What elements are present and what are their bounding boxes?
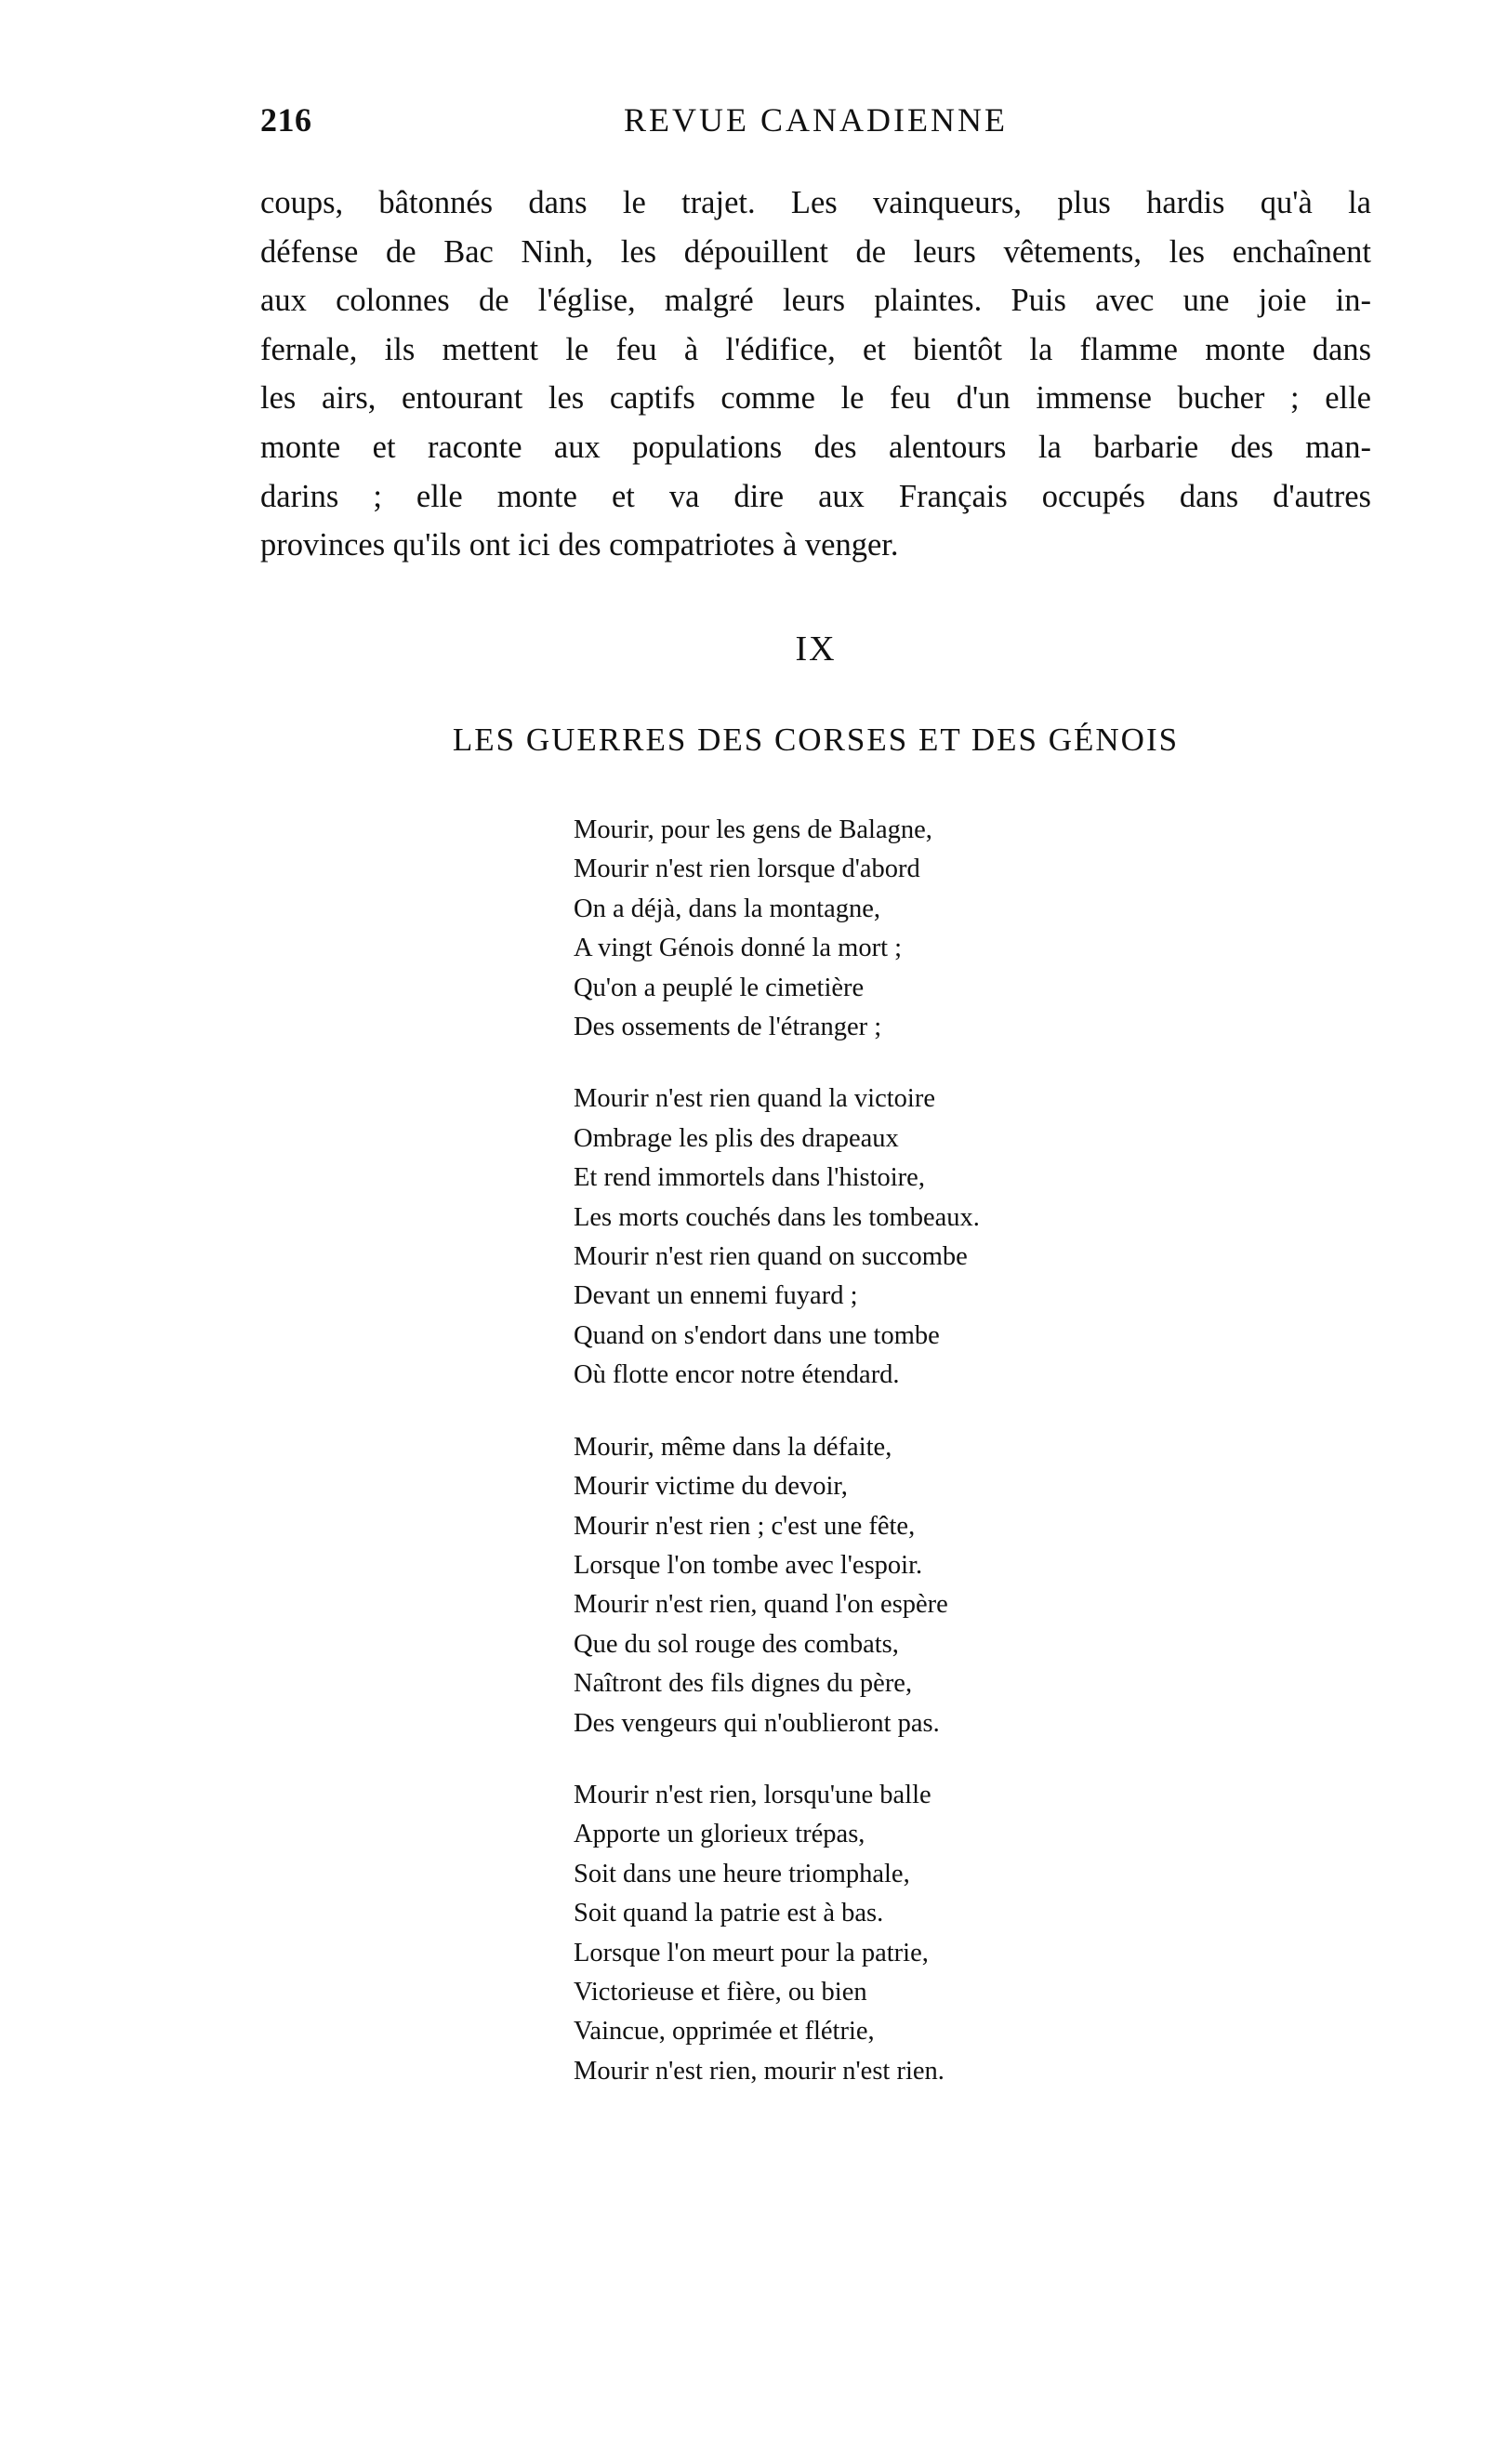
- poem-line: Que du sol rouge des combats,: [574, 1629, 899, 1659]
- poem-line: Mourir n'est rien quand la victoire: [574, 1084, 935, 1114]
- poem-line: Qu'on a peuplé le cimetière: [574, 973, 865, 1002]
- poem-line: Où flotte encor notre étendard.: [574, 1360, 900, 1390]
- poem-line: Mourir n'est rien, mourir n'est rien.: [574, 2056, 945, 2086]
- prose-line: darins ; elle monte et va dire aux Français occupés dans d'autres: [260, 478, 1371, 514]
- poem-line: Devant un ennemi fuyard ;: [574, 1281, 858, 1311]
- poem-line: Mourir, pour les gens de Balagne,: [574, 815, 932, 844]
- prose-paragraph: [260, 179, 1371, 570]
- poem-line: Soit dans une heure triomphale,: [574, 1859, 910, 1888]
- poem-line: Mourir n'est rien, lorsqu'une balle: [574, 1780, 931, 1809]
- poem-line: Quand on s'endort dans une tombe: [574, 1320, 940, 1350]
- poem-line: Les morts couchés dans les tombeaux.: [574, 1202, 980, 1232]
- poem-stanza: [574, 1428, 1224, 1743]
- poem-line: Victorieuse et fière, ou bien: [574, 1977, 867, 2007]
- poem-line: Lorsque l'on meurt pour la patrie,: [574, 1938, 929, 1967]
- prose-line: monte et raconte aux populations des alentours la barbarie des man-: [260, 429, 1371, 465]
- poem-line: A vingt Génois donné la mort ;: [574, 934, 903, 963]
- section-title: LES GUERRES DES CORSES ET DES GÉNOIS: [452, 722, 1180, 758]
- poem: [574, 811, 1224, 2124]
- prose-line: fernale, ils mettent le feu à l'édifice, et bientôt la flamme monte dans: [260, 331, 1371, 367]
- prose-line: coups, bâtonnés dans le trajet. Les vainqueurs, plus hardis qu'à la: [260, 185, 1371, 220]
- poem-line: Mourir, même dans la défaite,: [574, 1432, 892, 1462]
- prose-line: aux colonnes de l'église, malgré leurs plaintes. Puis avec une joie in-: [260, 283, 1371, 319]
- prose-line: les airs, entourant les captifs comme le feu d'un immense bucher ; elle: [260, 380, 1371, 417]
- prose-line: provinces qu'ils ont ici des compatriotes à venger.: [260, 527, 899, 563]
- poem-line: Mourir victime du devoir,: [574, 1472, 848, 1502]
- prose-line: défense de Bac Ninh, les dépouillent de leurs vêtements, les enchaînent: [260, 233, 1371, 270]
- poem-line: Soit quand la patrie est à bas.: [574, 1899, 884, 1928]
- poem-line: Mourir n'est rien, quand l'on espère: [574, 1590, 948, 1620]
- poem-line: Naîtront des fils dignes du père,: [574, 1669, 913, 1699]
- page-number: 216: [260, 101, 312, 139]
- poem-line: Mourir n'est rien ; c'est une fête,: [574, 1511, 916, 1541]
- poem-line: Apporte un glorieux trépas,: [574, 1820, 865, 1849]
- poem-stanza: [574, 1776, 1224, 2091]
- journal-title: REVUE CANADIENNE: [624, 101, 1008, 139]
- poem-line: Mourir n'est rien quand on succombe: [574, 1242, 968, 1272]
- section-number: IX: [795, 629, 837, 669]
- poem-stanza: [574, 811, 1224, 1047]
- poem-line: Lorsque l'on tombe avec l'espoir.: [574, 1550, 923, 1580]
- poem-stanza: [574, 1080, 1224, 1395]
- poem-line: Des vengeurs qui n'oublieront pas.: [574, 1708, 940, 1738]
- running-head: [260, 100, 1371, 156]
- poem-line: Et rend immortels dans l'histoire,: [574, 1163, 925, 1193]
- poem-line: Ombrage les plis des drapeaux: [574, 1123, 899, 1153]
- poem-line: Des ossements de l'étranger ;: [574, 1013, 882, 1042]
- poem-line: Vaincue, opprimée et flétrie,: [574, 2017, 875, 2047]
- poem-line: On a déjà, dans la montagne,: [574, 894, 881, 923]
- poem-line: Mourir n'est rien lorsque d'abord: [574, 854, 920, 884]
